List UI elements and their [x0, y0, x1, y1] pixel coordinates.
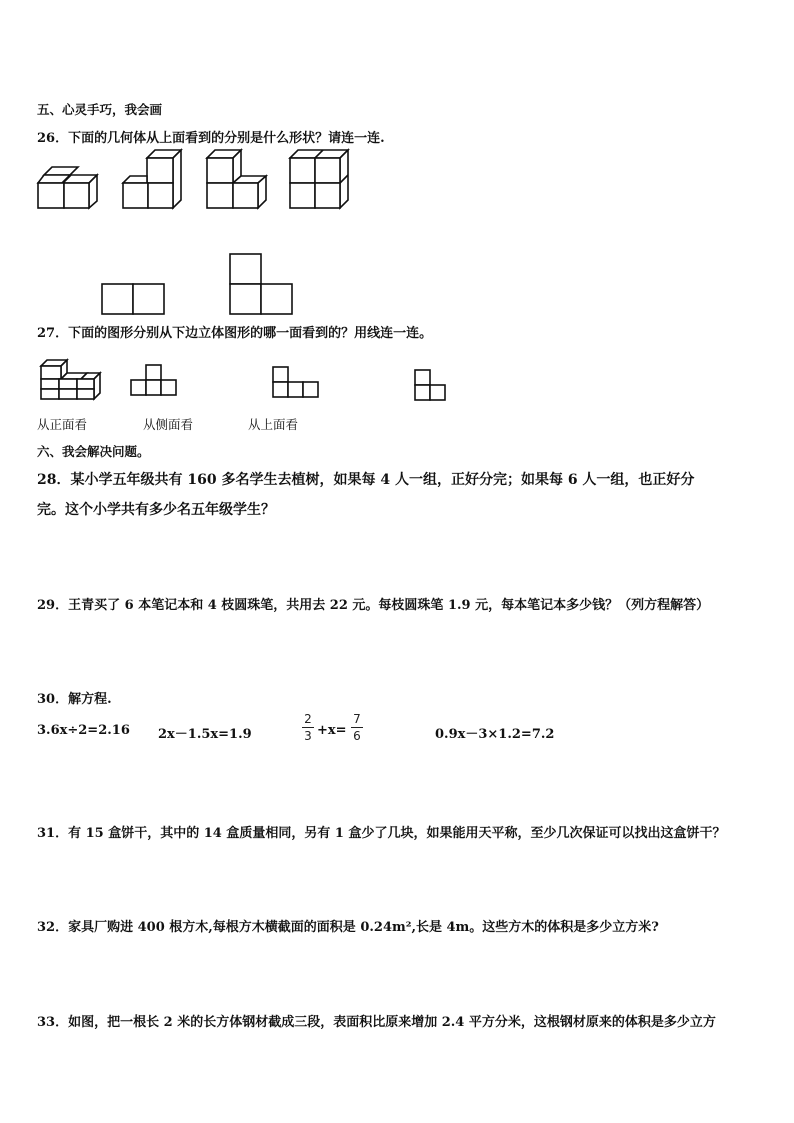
q27-view-2 — [272, 365, 320, 399]
section-6-heading: 六、我会解决问题。 — [37, 444, 150, 459]
question-31: 31．有 15 盒饼干，其中的 14 盒质量相同，另有 1 盒少了几块，如果能用天平称，至少几次保证可以找出这盒饼干？ — [37, 826, 726, 841]
question-26: 26．下面的几何体从上面看到的分别是什么形状？请连一连. — [37, 131, 385, 146]
q27-label-side: 从侧面看 — [143, 417, 194, 432]
q27-view-1 — [130, 363, 178, 399]
q27-label-top: 从上面看 — [248, 417, 299, 432]
equation-3-middle: +x= — [317, 723, 347, 738]
question-28-line-1: 28．某小学五年级共有 160 多名学生去植树，如果每 4 人一组，正好分完；如果每 6 人一组，也正好分 — [37, 472, 695, 488]
q26-top-view-2 — [228, 252, 294, 316]
q26-top-view-1 — [100, 282, 166, 316]
q26-solid-2 — [120, 146, 186, 212]
fraction-2-denominator: 6 — [353, 729, 361, 743]
question-30: 30．解方程. — [37, 692, 112, 707]
fraction-1-numerator: 2 — [304, 712, 312, 726]
q26-solid-4 — [288, 146, 354, 212]
section-5-heading: 五、心灵手巧，我会画 — [37, 102, 163, 117]
q26-solid-1 — [36, 163, 106, 211]
equation-1: 3.6x÷2=2.16 — [37, 723, 130, 738]
question-29: 29．王青买了 6 本笔记本和 4 枝圆珠笔，共用去 22 元。每枝圆珠笔 1.9 元，每本笔记本多少钱？（列方程解答） — [37, 598, 710, 613]
fraction-2-numerator: 7 — [353, 712, 361, 726]
equation-3-fraction-1 — [302, 712, 314, 743]
q26-solid-3 — [205, 146, 271, 212]
equation-3-fraction-2 — [351, 712, 363, 743]
equation-2: 2x－1.5x=1.9 — [158, 727, 252, 742]
q27-label-front: 从正面看 — [37, 417, 88, 432]
question-33: 33．如图，把一根长 2 米的长方体钢材截成三段，表面积比原来增加 2.4 平方分米，这根钢材原来的体积是多少立方 — [37, 1015, 716, 1030]
question-28-line-2: 完。这个小学共有多少名五年级学生？ — [37, 502, 275, 518]
equation-4: 0.9x－3×1.2=7.2 — [435, 727, 555, 742]
fraction-1-denominator: 3 — [304, 729, 312, 743]
question-32: 32．家具厂购进 400 根方木,每根方木横截面的面积是 0.24m²,长是 4m。这些方木的体积是多少立方米? — [37, 920, 659, 935]
q27-view-3 — [414, 368, 448, 402]
q27-solid — [38, 357, 104, 401]
question-27: 27．下面的图形分别从下边立体图形的哪一面看到的？用线连一连。 — [37, 326, 433, 341]
